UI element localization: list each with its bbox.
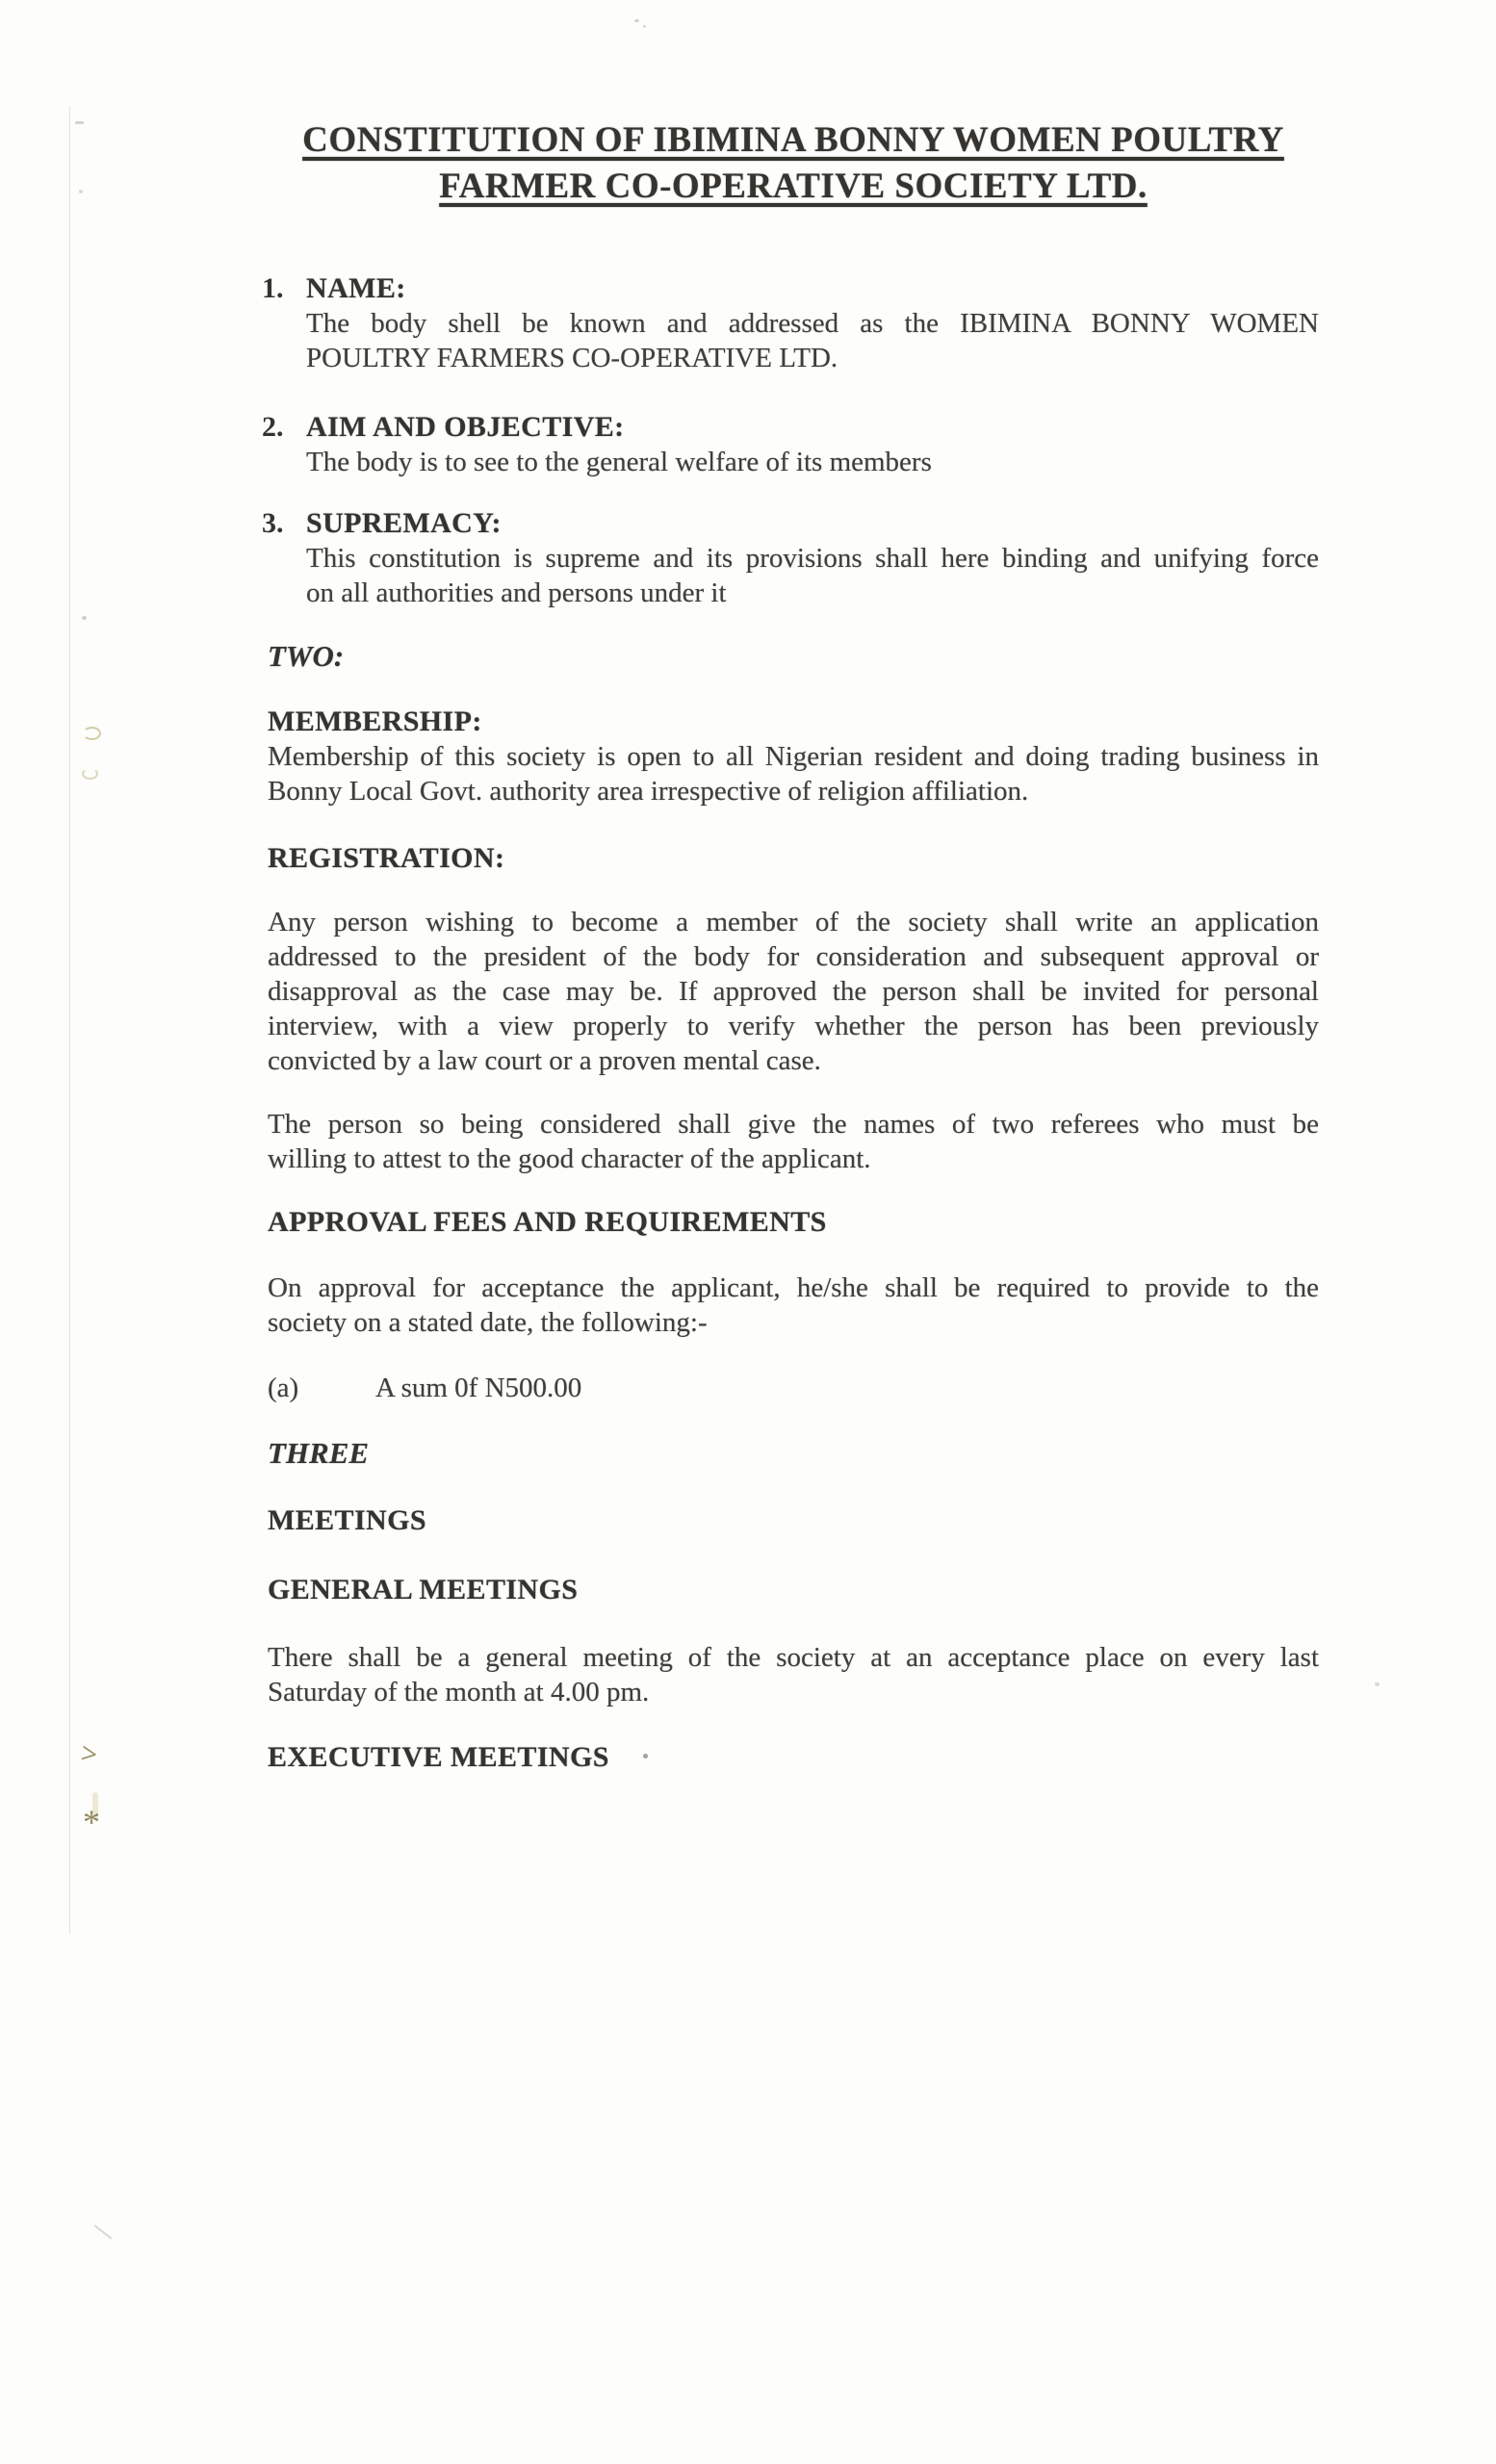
- scan-scratch: [94, 2224, 113, 2239]
- section-aim-line-1: The body is to see to the general welfare of its members: [306, 447, 932, 477]
- part-three-label: THREE: [268, 1436, 370, 1470]
- scan-speck: [83, 727, 101, 740]
- approval-line-1: On approval for acceptance the applicant, he/she shall be required to provide to the: [268, 1272, 1319, 1303]
- approval-item-a-text: A sum 0f N500.00: [375, 1373, 582, 1403]
- membership-heading: MEMBERSHIP:: [268, 706, 482, 737]
- section-supremacy: [262, 506, 1319, 610]
- scan-speck: [75, 121, 84, 124]
- registration-paragraph-2: [268, 1107, 1319, 1176]
- section-supremacy-line-1: This constitution is supreme and its provisions shall here binding and unifying force: [306, 543, 1319, 574]
- document-title-line-2: FARMER CO-OPERATIVE SOCIETY LTD.: [439, 167, 1148, 206]
- section-supremacy-number: 3.: [262, 507, 284, 539]
- approval-heading: APPROVAL FEES AND REQUIREMENTS: [268, 1206, 827, 1238]
- scan-speck: [82, 768, 98, 780]
- general-meetings-paragraph: [268, 1640, 1319, 1709]
- section-name-number: 1.: [262, 272, 284, 304]
- section-name: [262, 271, 1319, 375]
- registration-p1-line-3: disapproval as the case may be. If approved the person shall be invited for personal: [268, 976, 1319, 1007]
- section-aim: [262, 410, 1319, 479]
- membership-line-2: Bonny Local Govt. authority area irrespective of religion affiliation.: [268, 776, 1029, 807]
- section-name-line-2: POULTRY FARMERS CO-OPERATIVE LTD.: [306, 343, 838, 373]
- scan-speck: [79, 190, 83, 193]
- approval-paragraph: [268, 1270, 1319, 1340]
- section-supremacy-heading: SUPREMACY:: [306, 507, 502, 539]
- scan-speck: [92, 1792, 98, 1819]
- meetings-heading: MEETINGS: [268, 1504, 426, 1536]
- registration-p2-line-1: The person so being considered shall give the names of two referees who must be: [268, 1109, 1319, 1140]
- section-membership: [268, 705, 1319, 808]
- document-title: [268, 117, 1319, 210]
- scan-speck: >: [78, 1736, 100, 1772]
- scan-speck: [82, 616, 87, 620]
- scan-speck: [1375, 1682, 1380, 1686]
- section-aim-heading: AIM AND OBJECTIVE:: [306, 411, 625, 443]
- registration-heading: REGISTRATION:: [268, 842, 505, 874]
- approval-item-a: [268, 1371, 1319, 1405]
- general-meetings-heading: GENERAL MEETINGS: [268, 1574, 579, 1605]
- scan-edge-line: [69, 106, 70, 1935]
- registration-p1-line-5: convicted by a law court or a proven mental case.: [268, 1045, 821, 1076]
- section-aim-number: 2.: [262, 411, 284, 443]
- membership-line-1: Membership of this society is open to all Nigerian resident and doing trading business in: [268, 741, 1319, 772]
- section-name-line-1: The body shell be known and addressed as the IBIMINA BONNY WOMEN: [306, 308, 1319, 339]
- general-meetings-line-2: Saturday of the month at 4.00 pm.: [268, 1677, 650, 1707]
- section-name-heading: NAME:: [306, 272, 406, 304]
- registration-paragraph-1: [268, 905, 1319, 1078]
- general-meetings-line-1: There shall be a general meeting of the society at an acceptance place on every last: [268, 1642, 1319, 1673]
- registration-p1-line-1: Any person wishing to become a member of the society shall write an application: [268, 907, 1319, 937]
- approval-line-2: society on a stated date, the following:-: [268, 1307, 708, 1338]
- registration-p1-line-2: addressed to the president of the body for consideration and subsequent approval or: [268, 941, 1319, 972]
- executive-meetings-heading: EXECUTIVE MEETINGS: [268, 1741, 609, 1773]
- scan-speck: *: [83, 1803, 100, 1841]
- registration-p1-line-4: interview, with a view properly to verify whether the person has been previously: [268, 1011, 1319, 1041]
- document-title-line-1: CONSTITUTION OF IBIMINA BONNY WOMEN POULTRY: [302, 120, 1284, 160]
- approval-item-a-label: (a): [268, 1373, 299, 1403]
- registration-p2-line-2: willing to attest to the good character of the applicant.: [268, 1143, 871, 1174]
- section-supremacy-line-2: on all authorities and persons under it: [306, 578, 727, 608]
- part-two-label: TWO:: [268, 639, 345, 673]
